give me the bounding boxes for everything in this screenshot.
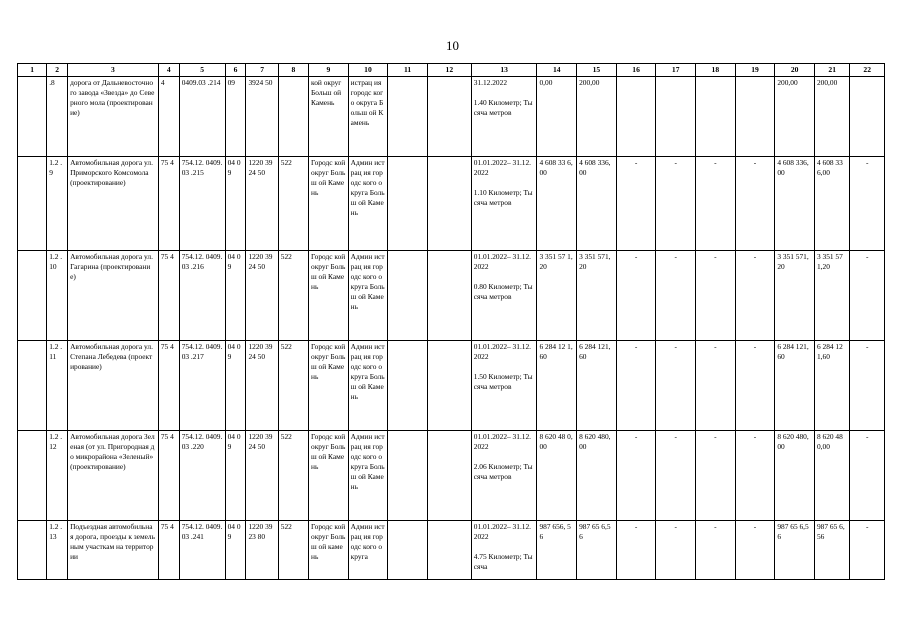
cell-col10: Админ истрац ия городс кого округа: [348, 521, 388, 580]
cell-col13: [471, 77, 537, 157]
cell-col21: 3 351 571,20: [814, 251, 849, 341]
cell-col17: -: [656, 431, 696, 521]
cell-col16: -: [616, 157, 656, 251]
cell-col16: -: [616, 251, 656, 341]
cell-col8: 522: [278, 341, 308, 431]
cell-col18: [696, 77, 736, 157]
cell-col5: 754.12. 0409.03 .215: [179, 157, 225, 251]
cell-object-name: Автомобильная дорога Зеленая (от ул. Пригородная до микрорайона «Зеленый» (проектирование): [68, 431, 159, 521]
period-text: 01.01.2022– 31.12.2022: [473, 522, 532, 541]
cell-col20: 4 608 336,00: [775, 157, 815, 251]
cell-col12: [427, 521, 471, 580]
cell-col7: 1220 3923 80: [246, 521, 278, 580]
cell-col22: [850, 77, 885, 157]
cell-col18: -: [696, 431, 736, 521]
cell-item-number: 1.2 .10: [47, 251, 68, 341]
cell-col4: 75 4: [158, 157, 179, 251]
cell-col11: [388, 157, 428, 251]
cell-col20: 200,00: [775, 77, 815, 157]
period-text: 31.12.2022: [473, 78, 508, 87]
table-row: [18, 431, 885, 521]
cell-col21: 987 65 6,56: [814, 521, 849, 580]
cell-col7: 3924 50: [246, 77, 278, 157]
cell-col21: 6 284 121,60: [814, 341, 849, 431]
cell-col18: -: [696, 157, 736, 251]
column-header: 18: [696, 64, 736, 77]
cell-col6: 04 09: [225, 341, 246, 431]
cell-col17: -: [656, 521, 696, 580]
cell-col17: -: [656, 251, 696, 341]
cell-col5: 0409.03 .214: [179, 77, 225, 157]
column-header: 15: [577, 64, 617, 77]
cell-col6: 04 09: [225, 157, 246, 251]
column-header: 7: [246, 64, 278, 77]
cell-col15: 6 284 121,60: [577, 341, 617, 431]
cell-col18: -: [696, 341, 736, 431]
cell-col10: Админ истрац ия городс кого округа Больш ой Камень: [348, 157, 388, 251]
cell-col19: -: [735, 431, 775, 521]
column-header: 2: [47, 64, 68, 77]
cell-col13: [471, 431, 537, 521]
table-row: [18, 521, 885, 580]
cell-col21: 200,00: [814, 77, 849, 157]
cell-col15: 3 351 571,20: [577, 251, 617, 341]
column-header: 14: [537, 64, 577, 77]
cell-col5: 754.12. 0409.03 .217: [179, 341, 225, 431]
measure-text: 1.50 Километр; Тысяча метров: [473, 372, 533, 391]
period-text: 01.01.2022– 31.12.2022: [473, 158, 532, 177]
cell-col4: 75 4: [158, 431, 179, 521]
cell-col22: -: [850, 341, 885, 431]
cell-col14: 987 656, 56: [537, 521, 577, 580]
cell-col10: истрац ия городс кого округа Больш ой Камень: [348, 77, 388, 157]
cell-col8: [278, 77, 308, 157]
cell-col14: 8 620 48 0,00: [537, 431, 577, 521]
cell-col12: [427, 341, 471, 431]
column-header: 21: [814, 64, 849, 77]
cell-item-number: 1.2 .11: [47, 341, 68, 431]
cell-object-name: дорога от Дальневосточного завода «Звезда» до Северного мола (проектирование): [68, 77, 159, 157]
cell-col19: -: [735, 341, 775, 431]
column-header: 3: [68, 64, 159, 77]
cell-col18: -: [696, 251, 736, 341]
cell-object-name: Автомобильная дорога ул. Приморского Комсомола (проектирование): [68, 157, 159, 251]
cell-item-number: .8: [47, 77, 68, 157]
cell-col12: [427, 251, 471, 341]
cell-col15: 4 608 336,00: [577, 157, 617, 251]
cell-col12: [427, 431, 471, 521]
cell-col6: 04 09: [225, 431, 246, 521]
cell-col4: 75 4: [158, 251, 179, 341]
cell-col11: [388, 251, 428, 341]
cell-col12: [427, 157, 471, 251]
cell-col19: -: [735, 521, 775, 580]
cell-col8: 522: [278, 431, 308, 521]
cell-col9: Городс кой округ Больш ой Камень: [309, 157, 349, 251]
cell-object-name: Подъездная автомобильная дорога, проезды к земельным участкам на территории: [68, 521, 159, 580]
cell-col9: Городс кой округ Больш ой Камень: [309, 341, 349, 431]
cell-col14: 4 608 33 6,00: [537, 157, 577, 251]
column-header: 20: [775, 64, 815, 77]
cell-col6: 04 09: [225, 251, 246, 341]
cell-col17: -: [656, 341, 696, 431]
cell-col14: 6 284 12 1,60: [537, 341, 577, 431]
cell-col20: 987 65 6,56: [775, 521, 815, 580]
cell-col15: 8 620 480,00: [577, 431, 617, 521]
cell-col7: 1220 3924 50: [246, 341, 278, 431]
cell-col9: Городс кой округ Больш ой камень: [309, 521, 349, 580]
column-header: 4: [158, 64, 179, 77]
cell-item-number: 1.2 .9: [47, 157, 68, 251]
cell-col16: -: [616, 341, 656, 431]
cell-col11: [388, 521, 428, 580]
cell-col4: 4: [158, 77, 179, 157]
column-header: 8: [278, 64, 308, 77]
table-row: [18, 157, 885, 251]
period-text: 01.01.2022– 31.12.2022: [473, 432, 532, 451]
table-row: [18, 77, 885, 157]
cell-col1: [18, 431, 47, 521]
column-header: 11: [388, 64, 428, 77]
column-header: 19: [735, 64, 775, 77]
cell-col13: [471, 521, 537, 580]
cell-col10: Админ истрац ия городс кого округа Больш ой Камень: [348, 251, 388, 341]
measure-text: 1.10 Километр; Тысяча метров: [473, 188, 533, 207]
cell-col22: -: [850, 521, 885, 580]
cell-col19: [735, 77, 775, 157]
cell-col17: -: [656, 157, 696, 251]
cell-col4: 75 4: [158, 521, 179, 580]
column-header: 1: [18, 64, 47, 77]
cell-col1: [18, 521, 47, 580]
cell-col8: 522: [278, 157, 308, 251]
cell-col14: 0,00: [537, 77, 577, 157]
cell-col18: -: [696, 521, 736, 580]
column-header: 5: [179, 64, 225, 77]
cell-col13: [471, 341, 537, 431]
column-header: 16: [616, 64, 656, 77]
cell-col13: [471, 157, 537, 251]
cell-object-name: Автомобильная дорога ул. Степана Лебедева (проектирование): [68, 341, 159, 431]
cell-col9: Городс кой округ Больш ой Камень: [309, 251, 349, 341]
cell-item-number: 1.2 .12: [47, 431, 68, 521]
measure-text: 2.06 Километр; Тысяча метров: [473, 462, 533, 481]
cell-object-name: Автомобильная дорога ул. Гагарина (проектирование): [68, 251, 159, 341]
cell-col6: 09: [225, 77, 246, 157]
cell-col19: -: [735, 157, 775, 251]
cell-col21: 8 620 480,00: [814, 431, 849, 521]
cell-col16: -: [616, 521, 656, 580]
cell-col20: 3 351 571,20: [775, 251, 815, 341]
cell-col5: 754.12. 0409.03 .241: [179, 521, 225, 580]
cell-col20: 6 284 121,60: [775, 341, 815, 431]
cell-col17: [656, 77, 696, 157]
cell-col16: [616, 77, 656, 157]
measure-text: 4.75 Километр; Тысяча: [473, 552, 533, 571]
cell-col7: 1220 3924 50: [246, 251, 278, 341]
cell-item-number: 1.2 .13: [47, 521, 68, 580]
cell-col1: [18, 251, 47, 341]
cell-col1: [18, 77, 47, 157]
cell-col7: 1220 3924 50: [246, 431, 278, 521]
cell-col4: 75 4: [158, 341, 179, 431]
cell-col11: [388, 341, 428, 431]
page-number: 10: [446, 38, 459, 53]
cell-col5: 754.12. 0409.03 .220: [179, 431, 225, 521]
cell-col10: Админ истрац ия городс кого округа Больш ой Камень: [348, 341, 388, 431]
cell-col10: Админ истрац ия городс кого округа Больш ой Камень: [348, 431, 388, 521]
cell-col20: 8 620 480,00: [775, 431, 815, 521]
cell-col15: 987 65 6,56: [577, 521, 617, 580]
cell-col11: [388, 431, 428, 521]
budget-table: [17, 63, 885, 580]
column-header: 12: [427, 64, 471, 77]
cell-col15: 200,00: [577, 77, 617, 157]
cell-col1: [18, 157, 47, 251]
cell-col13: [471, 251, 537, 341]
cell-col16: -: [616, 431, 656, 521]
table-row: [18, 251, 885, 341]
measure-text: 1.40 Километр; Тысяча метров: [473, 98, 533, 117]
cell-col22: -: [850, 251, 885, 341]
cell-col8: 522: [278, 521, 308, 580]
cell-col19: -: [735, 251, 775, 341]
cell-col12: [427, 77, 471, 157]
cell-col8: 522: [278, 251, 308, 341]
cell-col9: Городс кой округ Больш ой Камень: [309, 431, 349, 521]
column-number-row: [18, 64, 885, 77]
period-text: 01.01.2022– 31.12.2022: [473, 342, 532, 361]
cell-col22: -: [850, 431, 885, 521]
measure-text: 0.80 Километр; Тысяча метров: [473, 282, 533, 301]
cell-col1: [18, 341, 47, 431]
column-header: 9: [309, 64, 349, 77]
cell-col21: 4 608 336,00: [814, 157, 849, 251]
cell-col14: 3 351 57 1,20: [537, 251, 577, 341]
cell-col5: 754.12. 0409.03 .216: [179, 251, 225, 341]
cell-col6: 04 09: [225, 521, 246, 580]
cell-col9: кой округ Больш ой Камень: [309, 77, 349, 157]
column-header: 13: [471, 64, 537, 77]
period-text: 01.01.2022– 31.12.2022: [473, 252, 532, 271]
column-header: 6: [225, 64, 246, 77]
column-header: 10: [348, 64, 388, 77]
cell-col22: -: [850, 157, 885, 251]
column-header: 22: [850, 64, 885, 77]
cell-col11: [388, 77, 428, 157]
table-row: [18, 341, 885, 431]
cell-col7: 1220 3924 50: [246, 157, 278, 251]
column-header: 17: [656, 64, 696, 77]
